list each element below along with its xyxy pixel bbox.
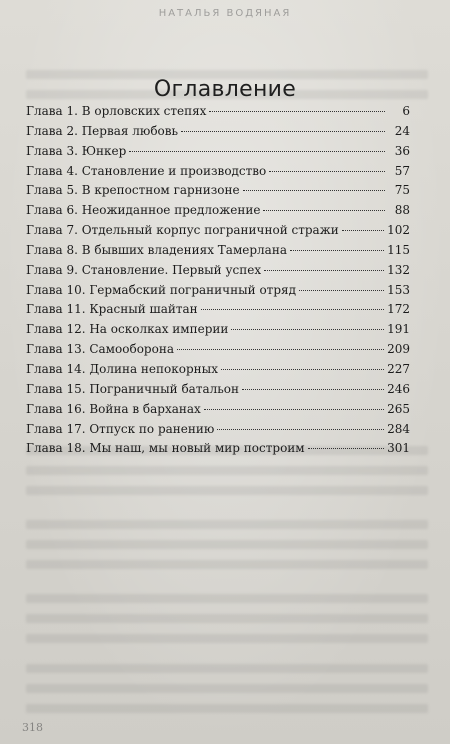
toc-entry-page: 246 xyxy=(387,381,410,396)
bleed-through-text xyxy=(26,704,428,713)
toc-entry-page: 88 xyxy=(394,203,410,218)
toc-entry-page: 6 xyxy=(402,104,410,118)
toc-entry-page: 284 xyxy=(387,421,410,436)
dot-leader xyxy=(217,429,384,430)
bleed-through-text xyxy=(26,560,428,569)
toc-entry-page: 265 xyxy=(387,401,410,416)
toc-entry xyxy=(26,164,410,184)
toc-entry-label: Глава 1. В орловских степях xyxy=(26,104,207,118)
dot-leader xyxy=(221,369,384,370)
bleed-through-text xyxy=(26,520,428,529)
toc-entry-label: Глава 3. Юнкер xyxy=(26,143,127,158)
dot-leader xyxy=(209,111,385,112)
toc-entry-label: Глава 12. На осколках империи xyxy=(26,322,229,337)
toc-entry-label: Глава 10. Гермабский пограничный отряд xyxy=(26,282,296,297)
toc-entry xyxy=(26,342,410,362)
toc-entry xyxy=(26,283,410,303)
toc-entry-page: 57 xyxy=(394,163,410,178)
toc-entry-label: Глава 4. Становление и производство xyxy=(26,163,267,178)
toc-entry xyxy=(26,104,410,124)
bleed-through-text xyxy=(26,594,428,603)
page-title: Оглавление xyxy=(153,76,297,102)
toc-entry xyxy=(26,441,410,461)
toc-entry xyxy=(26,124,410,144)
dot-leader xyxy=(264,270,384,271)
dot-leader xyxy=(177,349,384,350)
toc-entry-label: Глава 7. Отдельный корпус пограничной стражи xyxy=(26,223,339,238)
toc-entry-label: Глава 15. Пограничный батальон xyxy=(26,381,239,396)
page-number: 318 xyxy=(22,721,43,734)
toc-entry xyxy=(26,322,410,342)
toc-entry xyxy=(26,422,410,442)
toc-entry-page: 172 xyxy=(387,302,410,317)
toc-entry xyxy=(26,362,410,382)
toc-entry xyxy=(26,402,410,422)
dot-leader xyxy=(269,171,385,172)
toc-entry-label: Глава 11. Красный шайтан xyxy=(26,302,198,317)
toc-entry xyxy=(26,243,410,263)
running-header: НАТАЛЬЯ ВОДЯНАЯ xyxy=(158,8,292,19)
toc-entry-label: Глава 16. Война в барханах xyxy=(26,401,201,416)
toc-entry-page: 209 xyxy=(387,342,410,357)
toc-entry-page: 227 xyxy=(387,361,410,376)
toc-entry-page: 191 xyxy=(387,322,410,337)
toc-entry-page: 301 xyxy=(387,441,410,456)
toc-entry-page: 36 xyxy=(394,143,410,158)
toc-entry-page: 115 xyxy=(387,242,410,257)
toc-entry xyxy=(26,183,410,203)
dot-leader xyxy=(263,210,385,211)
dot-leader xyxy=(243,190,385,191)
toc-entry xyxy=(26,203,410,223)
bleed-through-text xyxy=(26,684,428,693)
toc-entry-label: Глава 17. Отпуск по ранению xyxy=(26,421,215,436)
table-of-contents xyxy=(26,104,410,461)
dot-leader xyxy=(242,389,384,390)
toc-entry xyxy=(26,144,410,164)
toc-entry-page: 24 xyxy=(394,123,410,138)
toc-entry-page: 153 xyxy=(387,282,410,297)
dot-leader xyxy=(129,151,385,152)
dot-leader xyxy=(299,290,384,291)
bleed-through-text xyxy=(26,466,428,475)
dot-leader xyxy=(308,448,384,449)
toc-entry-label: Глава 13. Самооборона xyxy=(26,342,174,357)
toc-entry xyxy=(26,223,410,243)
toc-entry xyxy=(26,382,410,402)
toc-entry-page: 132 xyxy=(387,262,410,277)
toc-entry-label: Глава 9. Становление. Первый успех xyxy=(26,262,262,277)
bleed-through-text xyxy=(26,634,428,643)
bleed-through-text xyxy=(26,486,428,495)
bleed-through-text xyxy=(26,664,428,673)
dot-leader xyxy=(201,309,384,310)
toc-entry-page: 75 xyxy=(394,183,410,198)
dot-leader xyxy=(342,230,384,231)
dot-leader xyxy=(290,250,384,251)
toc-entry xyxy=(26,302,410,322)
toc-entry-page: 102 xyxy=(387,223,410,238)
toc-entry-label: Глава 18. Мы наш, мы новый мир построим xyxy=(26,441,305,456)
toc-entry-label: Глава 6. Неожиданное предложение xyxy=(26,203,261,218)
toc-entry-label: Глава 5. В крепостном гарнизоне xyxy=(26,183,240,198)
dot-leader xyxy=(204,409,384,410)
dot-leader xyxy=(181,131,385,132)
dot-leader xyxy=(231,329,384,330)
toc-entry-label: Глава 2. Первая любовь xyxy=(26,123,179,138)
toc-entry xyxy=(26,263,410,283)
toc-entry-label: Глава 8. В бывших владениях Тамерлана xyxy=(26,242,287,257)
bleed-through-text xyxy=(26,540,428,549)
bleed-through-text xyxy=(26,614,428,623)
toc-entry-label: Глава 14. Долина непокорных xyxy=(26,361,218,376)
